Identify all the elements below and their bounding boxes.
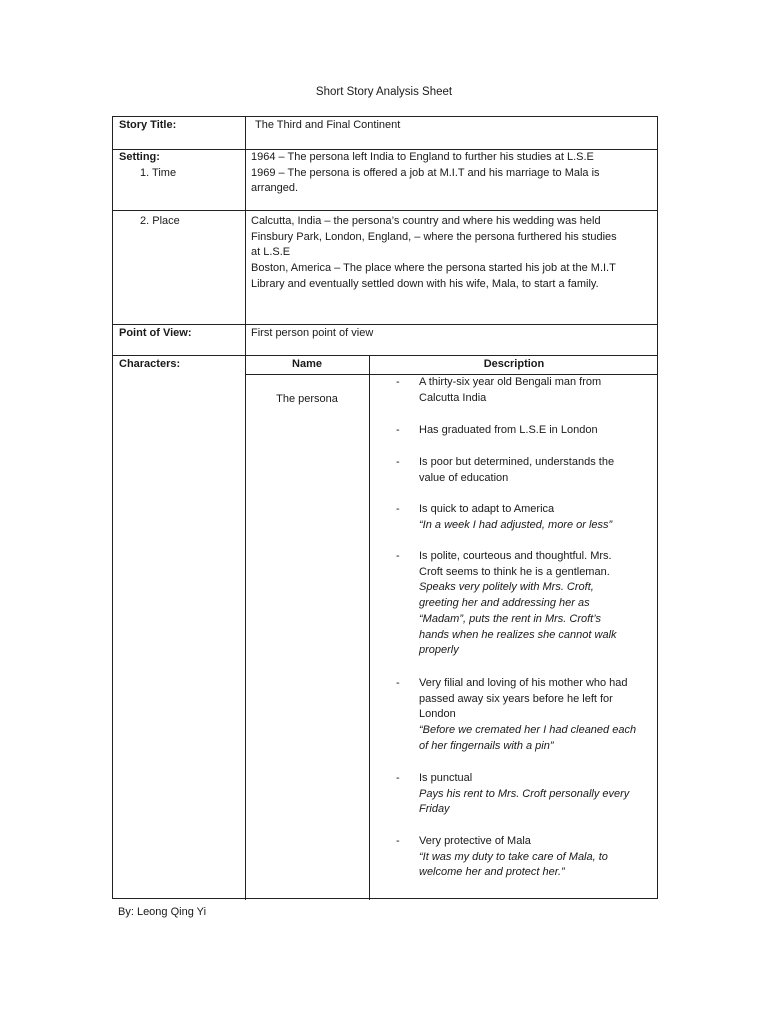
evidence-quote-line: properly [419, 644, 459, 657]
description-line: Very protective of Mala [419, 835, 531, 847]
description-line: Has graduated from L.S.E in London [419, 424, 598, 436]
description-line: passed away six years before he left for [419, 692, 613, 705]
point-of-view-value: First person point of view [251, 327, 374, 339]
time-line: 1969 – The persona is offered a job at M.I.T and his marriage to Mala is [251, 167, 600, 179]
description-line: value of education [419, 471, 509, 484]
time-label: 1. Time [140, 167, 177, 179]
bullet-dash: - [396, 503, 400, 515]
description-line: Is punctual [419, 772, 473, 784]
place-line: Calcutta, India – the persona’s country and where his wedding was held [251, 215, 601, 227]
evidence-quote-line: of her fingernails with a pin” [419, 739, 554, 752]
place-line: Boston, America – The place where the persona started his job at the M.I.T [251, 262, 616, 274]
description-line: A thirty-six year old Bengali man from [419, 376, 602, 388]
story-title-label: Story Title: [119, 119, 177, 131]
description-line: Is polite, courteous and thoughtful. Mrs. [419, 550, 612, 562]
evidence-quote-line: “Madam”, puts the rent in Mrs. Croft’s [419, 612, 601, 625]
bullet-dash: - [396, 550, 400, 562]
evidence-quote-line: welcome her and protect her.” [419, 866, 565, 879]
bullet-dash: - [396, 677, 400, 689]
evidence-quote-line: hands when he realizes she cannot walk [419, 628, 617, 641]
row-divider [113, 324, 657, 325]
description-line: Is poor but determined, understands the [419, 456, 615, 468]
description-line: Calcutta India [419, 391, 487, 404]
description-line: Croft seems to think he is a gentleman. [419, 565, 610, 578]
row-divider [113, 210, 657, 211]
column-divider [245, 117, 246, 900]
evidence-quote-line: Friday [419, 803, 450, 816]
document-title: Short Story Analysis Sheet [315, 86, 453, 98]
author-credit: By: Leong Qing Yi [118, 906, 207, 918]
description-line: London [419, 708, 456, 721]
character-name: The persona [276, 393, 338, 405]
evidence-quote-line: “Before we cremated her I had cleaned each [419, 724, 637, 737]
bullet-dash: - [396, 835, 400, 847]
analysis-table [112, 116, 658, 899]
description-line: Is quick to adapt to America [419, 503, 555, 515]
evidence-quote-line: “In a week I had adjusted, more or less” [419, 518, 613, 531]
bullet-dash: - [396, 772, 400, 784]
bullet-dash: - [396, 424, 400, 436]
description-header: Description [483, 358, 545, 370]
row-divider [113, 355, 657, 356]
description-line: Very filial and loving of his mother who had [419, 677, 628, 689]
place-line: Library and eventually settled down with his wife, Mala, to start a family. [251, 278, 599, 290]
evidence-quote-line: greeting her and addressing her as [419, 597, 590, 610]
characters-label: Characters: [119, 358, 181, 370]
point-of-view-label: Point of View: [119, 327, 192, 339]
column-divider [369, 355, 370, 900]
place-line: at L.S.E [251, 246, 291, 258]
place-line: Finsbury Park, London, England, – where the persona furthered his studies [251, 231, 617, 243]
place-label: 2. Place [140, 215, 180, 227]
evidence-quote-line: “It was my duty to take care of Mala, to [419, 850, 608, 863]
evidence-quote-line: Speaks very politely with Mrs. Croft, [419, 581, 594, 594]
bullet-dash: - [396, 376, 400, 388]
time-line: 1964 – The persona left India to England to further his studies at L.S.E [251, 151, 594, 163]
name-header: Name [292, 358, 322, 370]
bullet-dash: - [396, 456, 400, 468]
setting-label: Setting: [119, 151, 160, 163]
story-title-value: The Third and Final Continent [255, 119, 401, 131]
time-line: arranged. [251, 182, 299, 194]
evidence-quote-line: Pays his rent to Mrs. Croft personally every [419, 787, 630, 800]
